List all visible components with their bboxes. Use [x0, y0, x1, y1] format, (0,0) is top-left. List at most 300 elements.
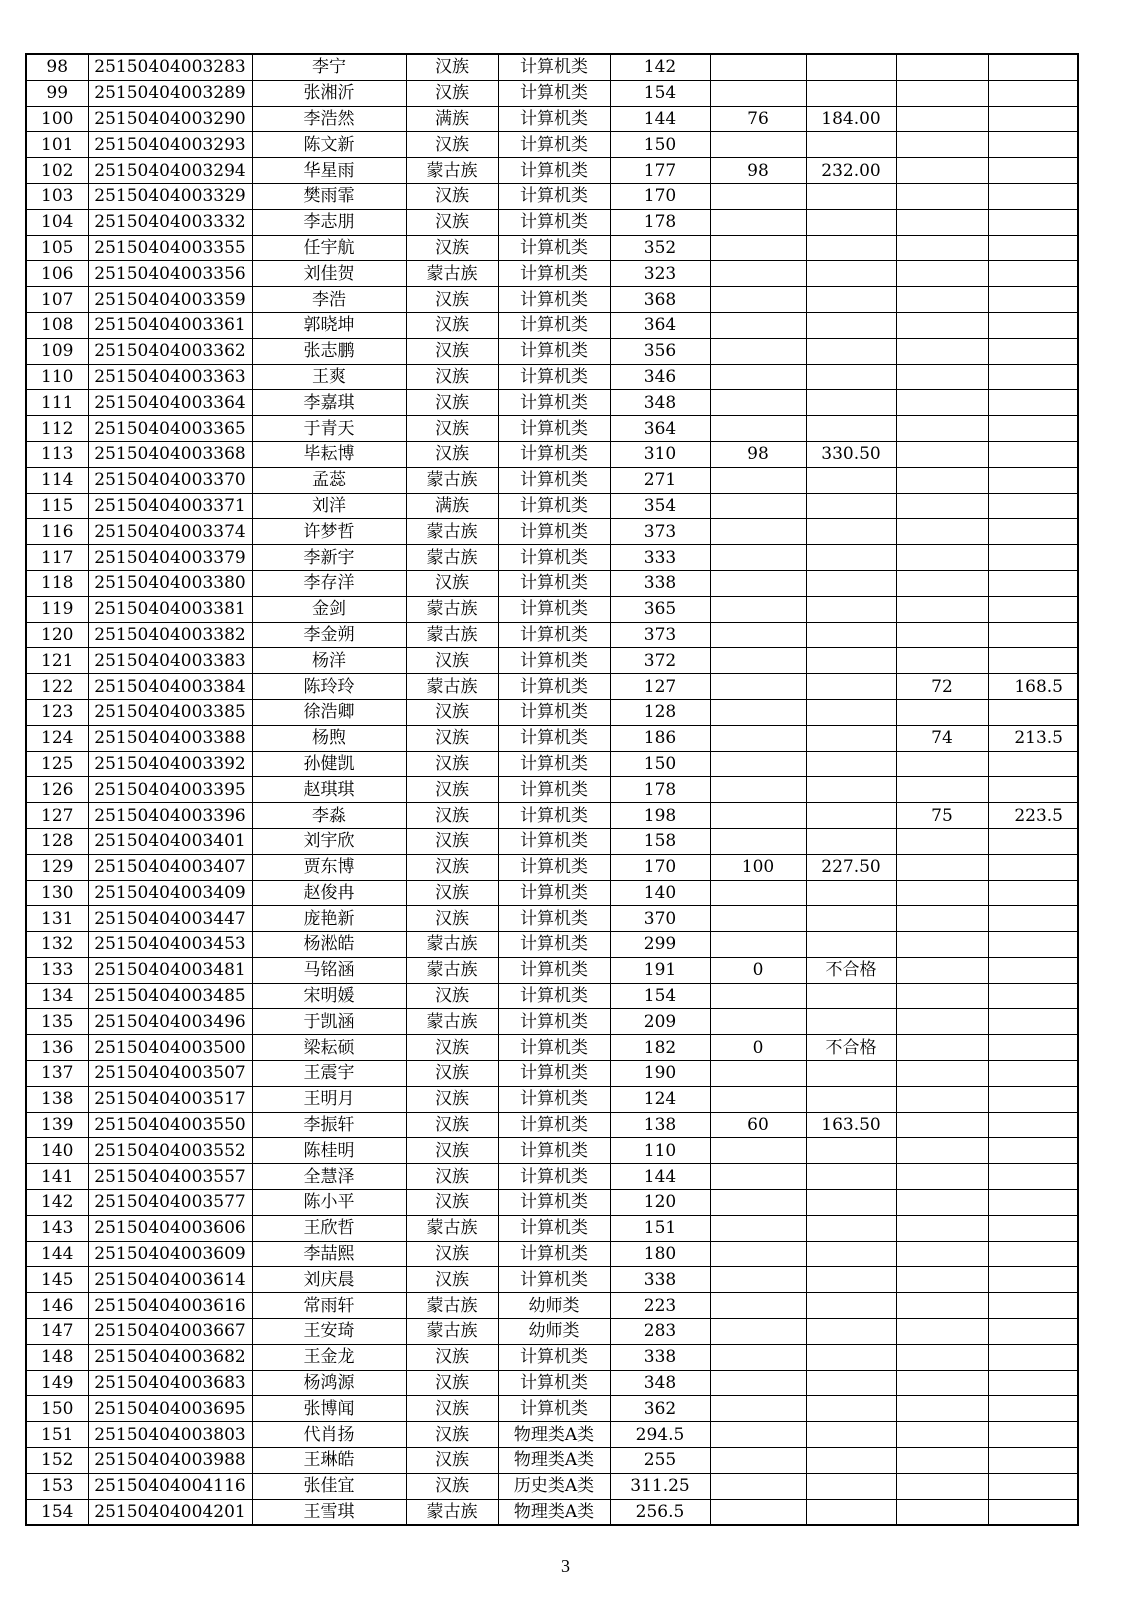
- extra-total-cell: [988, 1112, 1078, 1138]
- score-cell: 150: [610, 132, 710, 158]
- extra-total-cell: [988, 1422, 1078, 1448]
- extra-total-cell: [988, 132, 1078, 158]
- exam-id-cell: 25150404003407: [88, 854, 252, 880]
- ethnicity-cell: 汉族: [406, 1035, 498, 1061]
- skill-score-cell: [710, 261, 806, 287]
- name-cell: 王爽: [252, 364, 406, 390]
- exam-id-cell: 25150404003500: [88, 1035, 252, 1061]
- total-score-cell: [806, 596, 896, 622]
- skill-score-cell: [710, 1215, 806, 1241]
- seq-cell: 101: [26, 132, 88, 158]
- total-score-cell: 184.00: [806, 106, 896, 132]
- extra-total-cell: [988, 906, 1078, 932]
- skill-score-cell: 98: [710, 158, 806, 184]
- total-score-cell: 330.50: [806, 441, 896, 467]
- table-row: [26, 106, 1078, 132]
- extra-score-cell: [896, 1035, 988, 1061]
- total-score-cell: [806, 364, 896, 390]
- total-score-cell: [806, 674, 896, 700]
- extra-score-cell: [896, 932, 988, 958]
- ethnicity-cell: 汉族: [406, 1112, 498, 1138]
- total-score-cell: [806, 983, 896, 1009]
- total-score-cell: [806, 261, 896, 287]
- skill-score-cell: [710, 725, 806, 751]
- seq-cell: 108: [26, 312, 88, 338]
- category-cell: 计算机类: [498, 1086, 610, 1112]
- skill-score-cell: [710, 1319, 806, 1345]
- skill-score-cell: [710, 287, 806, 313]
- seq-cell: 131: [26, 906, 88, 932]
- score-cell: 338: [610, 1267, 710, 1293]
- extra-total-cell: [988, 1319, 1078, 1345]
- score-table-body: [26, 54, 1078, 1525]
- table-row: [26, 906, 1078, 932]
- extra-score-cell: [896, 183, 988, 209]
- score-cell: 170: [610, 854, 710, 880]
- category-cell: 计算机类: [498, 493, 610, 519]
- score-cell: 128: [610, 699, 710, 725]
- skill-score-cell: [710, 493, 806, 519]
- name-cell: 李浩然: [252, 106, 406, 132]
- name-cell: 刘佳贺: [252, 261, 406, 287]
- seq-cell: 151: [26, 1422, 88, 1448]
- total-score-cell: [806, 1396, 896, 1422]
- ethnicity-cell: 汉族: [406, 648, 498, 674]
- extra-score-cell: [896, 1190, 988, 1216]
- skill-score-cell: [710, 209, 806, 235]
- extra-score-cell: [896, 699, 988, 725]
- score-cell: 364: [610, 416, 710, 442]
- extra-total-cell: [988, 390, 1078, 416]
- table-row: [26, 209, 1078, 235]
- category-cell: 计算机类: [498, 957, 610, 983]
- exam-id-cell: 25150404003507: [88, 1061, 252, 1087]
- seq-cell: 102: [26, 158, 88, 184]
- name-cell: 李喆熙: [252, 1241, 406, 1267]
- name-cell: 王欣哲: [252, 1215, 406, 1241]
- total-score-cell: [806, 80, 896, 106]
- exam-id-cell: 25150404003383: [88, 648, 252, 674]
- extra-score-cell: [896, 777, 988, 803]
- extra-score-cell: [896, 828, 988, 854]
- total-score-cell: [806, 622, 896, 648]
- page-number: 3: [561, 1556, 570, 1576]
- total-score-cell: [806, 235, 896, 261]
- seq-cell: 99: [26, 80, 88, 106]
- exam-id-cell: 25150404003364: [88, 390, 252, 416]
- seq-cell: 150: [26, 1396, 88, 1422]
- extra-score-cell: [896, 312, 988, 338]
- ethnicity-cell: 蒙古族: [406, 1009, 498, 1035]
- score-cell: 151: [610, 1215, 710, 1241]
- score-cell: 256.5: [610, 1499, 710, 1525]
- exam-id-cell: 25150404003667: [88, 1319, 252, 1345]
- score-cell: 223: [610, 1293, 710, 1319]
- seq-cell: 132: [26, 932, 88, 958]
- score-cell: 370: [610, 906, 710, 932]
- category-cell: 计算机类: [498, 209, 610, 235]
- total-score-cell: [806, 416, 896, 442]
- ethnicity-cell: 汉族: [406, 570, 498, 596]
- exam-id-cell: 25150404003550: [88, 1112, 252, 1138]
- table-row: [26, 416, 1078, 442]
- extra-score-cell: [896, 1319, 988, 1345]
- name-cell: 李志朋: [252, 209, 406, 235]
- score-cell: 372: [610, 648, 710, 674]
- score-cell: 352: [610, 235, 710, 261]
- extra-total-cell: [988, 441, 1078, 467]
- seq-cell: 127: [26, 803, 88, 829]
- seq-cell: 146: [26, 1293, 88, 1319]
- category-cell: 计算机类: [498, 261, 610, 287]
- score-cell: 323: [610, 261, 710, 287]
- name-cell: 王琳皓: [252, 1448, 406, 1474]
- total-score-cell: [806, 287, 896, 313]
- exam-id-cell: 25150404003356: [88, 261, 252, 287]
- exam-id-cell: 25150404003392: [88, 751, 252, 777]
- category-cell: 计算机类: [498, 467, 610, 493]
- category-cell: 计算机类: [498, 441, 610, 467]
- seq-cell: 128: [26, 828, 88, 854]
- score-cell: 346: [610, 364, 710, 390]
- category-cell: 物理类A类: [498, 1422, 610, 1448]
- name-cell: 张博闻: [252, 1396, 406, 1422]
- score-cell: 124: [610, 1086, 710, 1112]
- extra-total-cell: 223.5: [988, 803, 1078, 829]
- table-row: [26, 622, 1078, 648]
- ethnicity-cell: 蒙古族: [406, 1293, 498, 1319]
- seq-cell: 104: [26, 209, 88, 235]
- score-cell: 283: [610, 1319, 710, 1345]
- skill-score-cell: [710, 803, 806, 829]
- score-cell: 354: [610, 493, 710, 519]
- exam-id-cell: 25150404003396: [88, 803, 252, 829]
- exam-id-cell: 25150404003606: [88, 1215, 252, 1241]
- total-score-cell: [806, 312, 896, 338]
- category-cell: 计算机类: [498, 1112, 610, 1138]
- extra-total-cell: [988, 957, 1078, 983]
- total-score-cell: 不合格: [806, 1035, 896, 1061]
- extra-total-cell: [988, 1164, 1078, 1190]
- score-table: [25, 53, 1079, 1526]
- score-cell: 209: [610, 1009, 710, 1035]
- extra-total-cell: [988, 1267, 1078, 1293]
- extra-score-cell: [896, 906, 988, 932]
- seq-cell: 147: [26, 1319, 88, 1345]
- ethnicity-cell: 汉族: [406, 1138, 498, 1164]
- table-row: [26, 1215, 1078, 1241]
- extra-score-cell: [896, 854, 988, 880]
- total-score-cell: [806, 1370, 896, 1396]
- skill-score-cell: [710, 519, 806, 545]
- extra-score-cell: [896, 80, 988, 106]
- ethnicity-cell: 蒙古族: [406, 519, 498, 545]
- name-cell: 陈玲玲: [252, 674, 406, 700]
- name-cell: 李振轩: [252, 1112, 406, 1138]
- exam-id-cell: 25150404003332: [88, 209, 252, 235]
- extra-score-cell: [896, 622, 988, 648]
- seq-cell: 126: [26, 777, 88, 803]
- name-cell: 赵俊冉: [252, 880, 406, 906]
- name-cell: 杨煦: [252, 725, 406, 751]
- score-cell: 255: [610, 1448, 710, 1474]
- table-row: [26, 235, 1078, 261]
- seq-cell: 114: [26, 467, 88, 493]
- seq-cell: 130: [26, 880, 88, 906]
- extra-score-cell: [896, 493, 988, 519]
- seq-cell: 152: [26, 1448, 88, 1474]
- total-score-cell: [806, 54, 896, 80]
- table-row: [26, 1009, 1078, 1035]
- name-cell: 杨淞皓: [252, 932, 406, 958]
- extra-total-cell: [988, 80, 1078, 106]
- extra-total-cell: [988, 1473, 1078, 1499]
- total-score-cell: [806, 777, 896, 803]
- extra-score-cell: [896, 467, 988, 493]
- score-cell: 138: [610, 1112, 710, 1138]
- skill-score-cell: [710, 880, 806, 906]
- extra-score-cell: [896, 390, 988, 416]
- name-cell: 李存洋: [252, 570, 406, 596]
- score-cell: 154: [610, 983, 710, 1009]
- skill-score-cell: [710, 596, 806, 622]
- total-score-cell: [806, 183, 896, 209]
- ethnicity-cell: 蒙古族: [406, 596, 498, 622]
- table-row: [26, 699, 1078, 725]
- name-cell: 李金朔: [252, 622, 406, 648]
- extra-total-cell: [988, 183, 1078, 209]
- seq-cell: 140: [26, 1138, 88, 1164]
- exam-id-cell: 25150404003384: [88, 674, 252, 700]
- total-score-cell: [806, 493, 896, 519]
- ethnicity-cell: 汉族: [406, 1086, 498, 1112]
- table-row: [26, 983, 1078, 1009]
- seq-cell: 113: [26, 441, 88, 467]
- extra-total-cell: [988, 932, 1078, 958]
- total-score-cell: [806, 467, 896, 493]
- category-cell: 计算机类: [498, 854, 610, 880]
- score-cell: 144: [610, 106, 710, 132]
- ethnicity-cell: 满族: [406, 493, 498, 519]
- exam-id-cell: 25150404003362: [88, 338, 252, 364]
- total-score-cell: [806, 1061, 896, 1087]
- total-score-cell: [806, 1215, 896, 1241]
- extra-score-cell: [896, 106, 988, 132]
- ethnicity-cell: 蒙古族: [406, 932, 498, 958]
- ethnicity-cell: 蒙古族: [406, 467, 498, 493]
- extra-total-cell: [988, 1370, 1078, 1396]
- seq-cell: 120: [26, 622, 88, 648]
- table-row: [26, 390, 1078, 416]
- category-cell: 计算机类: [498, 1267, 610, 1293]
- extra-total-cell: [988, 338, 1078, 364]
- extra-score-cell: [896, 1061, 988, 1087]
- score-cell: 170: [610, 183, 710, 209]
- table-row: [26, 828, 1078, 854]
- table-row: [26, 1164, 1078, 1190]
- total-score-cell: [806, 519, 896, 545]
- score-cell: 373: [610, 519, 710, 545]
- extra-total-cell: [988, 596, 1078, 622]
- category-cell: 计算机类: [498, 596, 610, 622]
- name-cell: 李嘉琪: [252, 390, 406, 416]
- exam-id-cell: 25150404003557: [88, 1164, 252, 1190]
- extra-score-cell: [896, 1241, 988, 1267]
- table-row: [26, 751, 1078, 777]
- name-cell: 孙健凯: [252, 751, 406, 777]
- score-cell: 362: [610, 1396, 710, 1422]
- name-cell: 徐浩卿: [252, 699, 406, 725]
- skill-score-cell: [710, 751, 806, 777]
- total-score-cell: [806, 1009, 896, 1035]
- exam-id-cell: 25150404003385: [88, 699, 252, 725]
- extra-score-cell: [896, 441, 988, 467]
- extra-total-cell: [988, 1293, 1078, 1319]
- extra-total-cell: [988, 209, 1078, 235]
- skill-score-cell: [710, 1370, 806, 1396]
- name-cell: 赵琪琪: [252, 777, 406, 803]
- skill-score-cell: [710, 1448, 806, 1474]
- table-row: [26, 1396, 1078, 1422]
- ethnicity-cell: 汉族: [406, 287, 498, 313]
- name-cell: 李新宇: [252, 545, 406, 571]
- score-cell: 356: [610, 338, 710, 364]
- extra-total-cell: [988, 570, 1078, 596]
- score-cell: 348: [610, 1370, 710, 1396]
- extra-score-cell: [896, 209, 988, 235]
- name-cell: 刘庆晨: [252, 1267, 406, 1293]
- skill-score-cell: 76: [710, 106, 806, 132]
- name-cell: 梁耘硕: [252, 1035, 406, 1061]
- extra-total-cell: 168.5: [988, 674, 1078, 700]
- total-score-cell: [806, 803, 896, 829]
- skill-score-cell: [710, 390, 806, 416]
- score-cell: 299: [610, 932, 710, 958]
- extra-total-cell: [988, 1190, 1078, 1216]
- ethnicity-cell: 汉族: [406, 209, 498, 235]
- ethnicity-cell: 蒙古族: [406, 622, 498, 648]
- table-row: [26, 648, 1078, 674]
- skill-score-cell: [710, 1422, 806, 1448]
- extra-score-cell: [896, 519, 988, 545]
- score-cell: 364: [610, 312, 710, 338]
- skill-score-cell: 60: [710, 1112, 806, 1138]
- extra-total-cell: [988, 777, 1078, 803]
- category-cell: 物理类A类: [498, 1499, 610, 1525]
- ethnicity-cell: 汉族: [406, 880, 498, 906]
- ethnicity-cell: 汉族: [406, 338, 498, 364]
- total-score-cell: [806, 932, 896, 958]
- extra-score-cell: [896, 235, 988, 261]
- seq-cell: 141: [26, 1164, 88, 1190]
- ethnicity-cell: 汉族: [406, 1422, 498, 1448]
- extra-score-cell: [896, 338, 988, 364]
- category-cell: 计算机类: [498, 699, 610, 725]
- table-row: [26, 777, 1078, 803]
- seq-cell: 154: [26, 1499, 88, 1525]
- category-cell: 幼师类: [498, 1293, 610, 1319]
- skill-score-cell: [710, 235, 806, 261]
- seq-cell: 143: [26, 1215, 88, 1241]
- category-cell: 计算机类: [498, 1009, 610, 1035]
- skill-score-cell: [710, 699, 806, 725]
- seq-cell: 137: [26, 1061, 88, 1087]
- exam-id-cell: 25150404003683: [88, 1370, 252, 1396]
- table-row: [26, 1086, 1078, 1112]
- extra-score-cell: [896, 287, 988, 313]
- table-row: [26, 854, 1078, 880]
- score-cell: 150: [610, 751, 710, 777]
- seq-cell: 125: [26, 751, 88, 777]
- total-score-cell: [806, 1473, 896, 1499]
- skill-score-cell: [710, 648, 806, 674]
- extra-total-cell: [988, 158, 1078, 184]
- extra-score-cell: [896, 416, 988, 442]
- name-cell: 王安琦: [252, 1319, 406, 1345]
- exam-id-cell: 25150404003368: [88, 441, 252, 467]
- skill-score-cell: [710, 467, 806, 493]
- exam-id-cell: 25150404003485: [88, 983, 252, 1009]
- category-cell: 计算机类: [498, 906, 610, 932]
- table-row: [26, 1267, 1078, 1293]
- category-cell: 物理类A类: [498, 1448, 610, 1474]
- ethnicity-cell: 蒙古族: [406, 545, 498, 571]
- ethnicity-cell: 汉族: [406, 854, 498, 880]
- score-cell: 158: [610, 828, 710, 854]
- name-cell: 王震宇: [252, 1061, 406, 1087]
- score-cell: 348: [610, 390, 710, 416]
- name-cell: 代肖扬: [252, 1422, 406, 1448]
- total-score-cell: [806, 545, 896, 571]
- seq-cell: 149: [26, 1370, 88, 1396]
- skill-score-cell: [710, 1190, 806, 1216]
- skill-score-cell: [710, 338, 806, 364]
- seq-cell: 117: [26, 545, 88, 571]
- skill-score-cell: [710, 777, 806, 803]
- name-cell: 樊雨霏: [252, 183, 406, 209]
- seq-cell: 142: [26, 1190, 88, 1216]
- extra-score-cell: [896, 880, 988, 906]
- extra-total-cell: [988, 1061, 1078, 1087]
- category-cell: 计算机类: [498, 1215, 610, 1241]
- score-cell: 373: [610, 622, 710, 648]
- skill-score-cell: [710, 1138, 806, 1164]
- ethnicity-cell: 满族: [406, 106, 498, 132]
- skill-score-cell: [710, 570, 806, 596]
- extra-score-cell: [896, 1499, 988, 1525]
- ethnicity-cell: 汉族: [406, 777, 498, 803]
- extra-score-cell: [896, 1370, 988, 1396]
- ethnicity-cell: 汉族: [406, 699, 498, 725]
- category-cell: 计算机类: [498, 545, 610, 571]
- name-cell: 任宇航: [252, 235, 406, 261]
- ethnicity-cell: 汉族: [406, 1241, 498, 1267]
- skill-score-cell: [710, 183, 806, 209]
- exam-id-cell: 25150404003401: [88, 828, 252, 854]
- exam-id-cell: 25150404003695: [88, 1396, 252, 1422]
- score-cell: 177: [610, 158, 710, 184]
- extra-total-cell: [988, 648, 1078, 674]
- skill-score-cell: [710, 932, 806, 958]
- exam-id-cell: 25150404003329: [88, 183, 252, 209]
- extra-total-cell: [988, 699, 1078, 725]
- exam-id-cell: 25150404003374: [88, 519, 252, 545]
- skill-score-cell: [710, 1473, 806, 1499]
- table-row: [26, 545, 1078, 571]
- total-score-cell: [806, 1164, 896, 1190]
- total-score-cell: [806, 1319, 896, 1345]
- exam-id-cell: 25150404003294: [88, 158, 252, 184]
